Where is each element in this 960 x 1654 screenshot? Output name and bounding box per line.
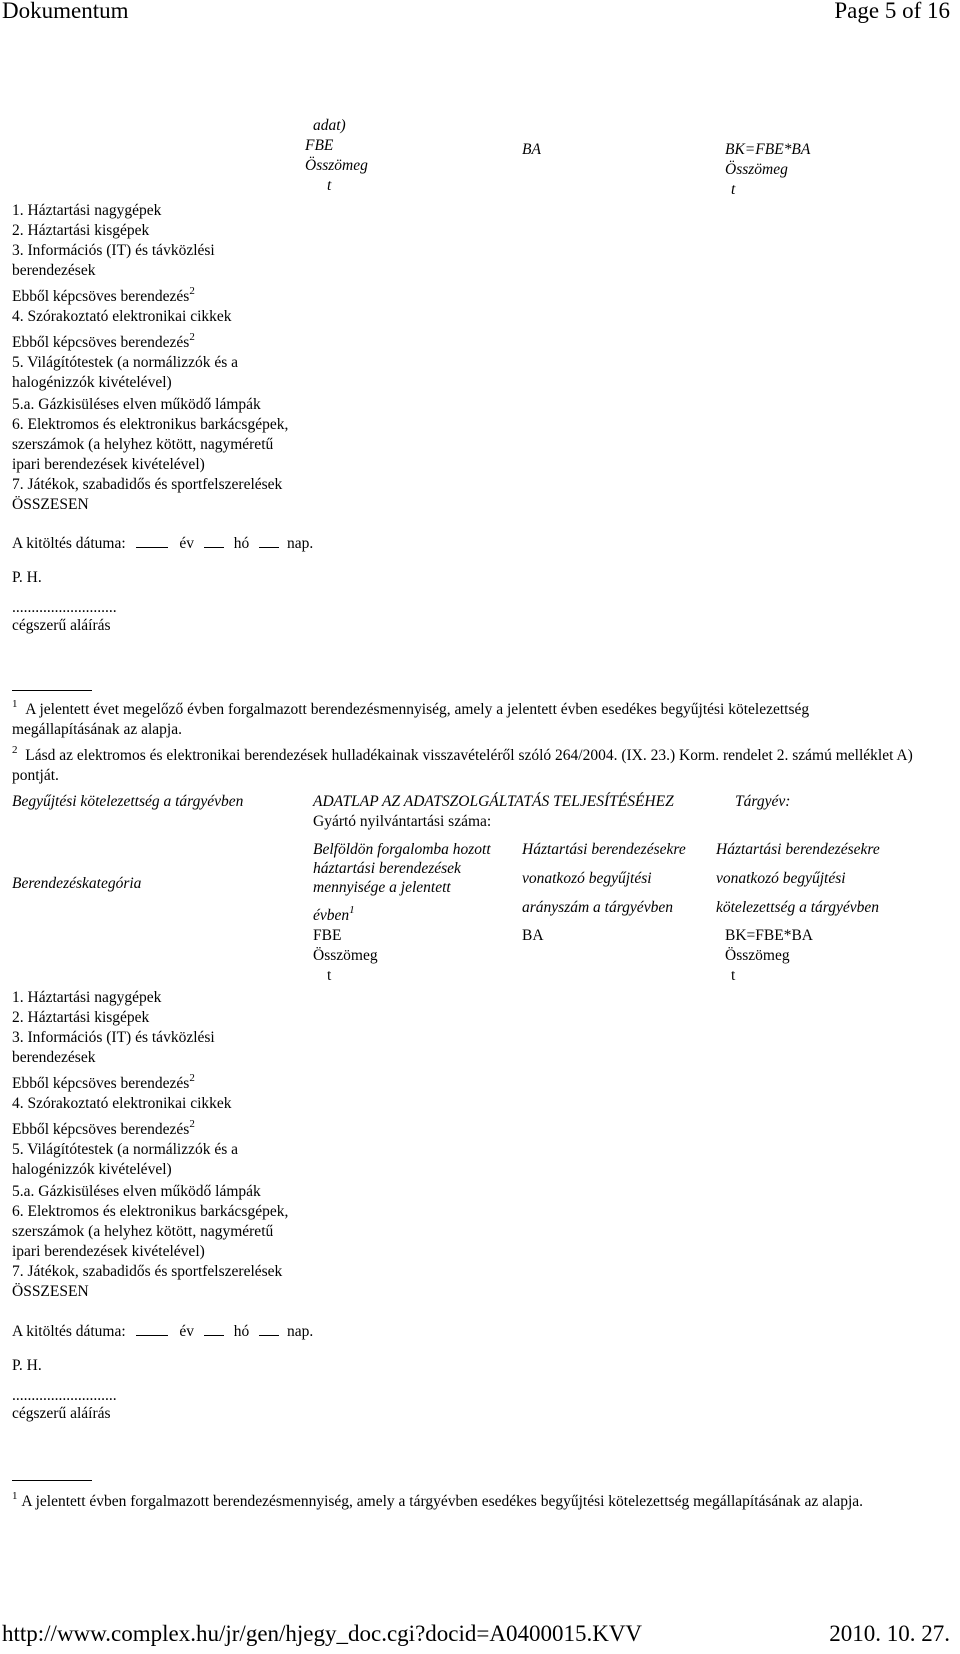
- category-item: ipari berendezések kivételével): [12, 1243, 205, 1260]
- category-item: ÖSSZESEN: [12, 1283, 89, 1300]
- category-item: 2. Háztartási kisgépek: [12, 1009, 150, 1026]
- category-item: Ebből képcsöves berendezés$^2$: [12, 1118, 195, 1138]
- year-blank: [136, 534, 168, 548]
- category-item: 5.a. Gázkisüléses elven működő lámpák: [12, 396, 261, 413]
- signature-label: cégszerű aláírás: [12, 617, 111, 634]
- year-label: év: [179, 1323, 195, 1340]
- top-col3-line: Összömeg: [725, 161, 788, 178]
- footnote-rule: [12, 1480, 92, 1481]
- signature-label: cégszerű aláírás: [12, 1405, 111, 1422]
- ba-unit: BA: [522, 927, 544, 944]
- footnote-2: $^2$ Lásd az elektromos és elektronikai berendezések hulladékainak visszavételéről szóló 264/2004. (IX. 23.) Korm. rendelet 2. számú melléklet A) pontját.: [12, 744, 913, 784]
- category-item: szerszámok (a helyhez kötött, nagyméretű: [12, 1223, 274, 1240]
- category-item: 7. Játékok, szabadidős és sportfelszerelések: [12, 476, 283, 493]
- collection-obligation-title: Begyűjtési kötelezettség a tárgyévben: [12, 793, 244, 810]
- top-col1-line: adat): [313, 117, 346, 134]
- form-title: ADATLAP AZ ADATSZOLGÁLTATÁS TELJESÍTÉSÉHEZ: [313, 793, 674, 810]
- category-item: 1. Háztartási nagygépek: [12, 202, 162, 219]
- bk-unit: BK=FBE*BA Összömeg t: [725, 927, 813, 984]
- category-item: halogénizzók kivételével): [12, 374, 172, 391]
- category-item: 4. Szórakoztató elektronikai cikkek: [12, 308, 232, 325]
- category-item: Ebből képcsöves berendezés$^2$: [12, 285, 195, 305]
- equipment-category-header: Berendezéskategória: [12, 875, 142, 892]
- page-number: Page 5 of 16: [834, 0, 950, 23]
- day-blank: [259, 1322, 279, 1336]
- signature-dots: ...........................: [12, 1387, 117, 1404]
- category-item: 3. Információs (IT) és távközlési: [12, 1029, 215, 1046]
- category-item: ipari berendezések kivételével): [12, 456, 205, 473]
- day-blank: [259, 534, 279, 548]
- fill-date-label: A kitöltés dátuma:: [12, 535, 126, 552]
- document-title: Dokumentum: [2, 0, 129, 23]
- source-url: http://www.complex.hu/jr/gen/hjegy_doc.cgi?docid=A0400015.KVV: [2, 1621, 643, 1646]
- category-item: ÖSSZESEN: [12, 496, 89, 513]
- category-item: 7. Játékok, szabadidős és sportfelszerelések: [12, 1263, 283, 1280]
- top-col1-line: t: [327, 177, 332, 194]
- category-item: 3. Információs (IT) és távközlési: [12, 242, 215, 259]
- top-col1-line: FBE: [305, 137, 334, 154]
- category-item: 6. Elektromos és elektronikus barkácsgépek,: [12, 1203, 289, 1220]
- category-item: 4. Szórakoztató elektronikai cikkek: [12, 1095, 232, 1112]
- category-item: 6. Elektromos és elektronikus barkácsgépek,: [12, 416, 289, 433]
- footnote-1: $^1$ A jelentett évet megelőző évben forgalmazott berendezésmennyiség, amely a jelentett évben esedékes begyűjtési kötelezettség megállapításának az alapja.: [12, 698, 810, 738]
- footnote-rule: [12, 690, 92, 691]
- category-item: Ebből képcsöves berendezés$^2$: [12, 1072, 195, 1092]
- year-blank: [136, 1322, 168, 1336]
- category-item: 5. Világítótestek (a normálizzók és a: [12, 354, 239, 371]
- top-col3-header: [725, 140, 810, 200]
- fill-date-label: A kitöltés dátuma:: [12, 1323, 126, 1340]
- category-item: berendezések: [12, 262, 96, 279]
- day-label: nap.: [287, 1323, 314, 1340]
- month-blank: [204, 534, 224, 548]
- signature-dots: ...........................: [12, 599, 117, 616]
- top-col3-line: BK=FBE*BA: [725, 141, 811, 158]
- subject-year-label: Tárgyév:: [735, 793, 791, 810]
- top-col1-header: [305, 116, 368, 196]
- month-label: hó: [233, 535, 250, 552]
- category-item: Ebből képcsöves berendezés$^2$: [12, 331, 195, 351]
- footnote-bottom: $^1$ A jelentett évben forgalmazott berendezésmennyiség, amely a tárgyévben esedékes begyűjtési kötelezettség megállapításának az alapja.: [12, 1490, 864, 1510]
- manufacturer-registration-label: Gyártó nyilvántartási száma:: [313, 813, 492, 830]
- category-item: 5.a. Gázkisüléses elven működő lámpák: [12, 1183, 261, 1200]
- stamp-label: P. H.: [12, 569, 42, 586]
- fill-date-line: [12, 534, 313, 554]
- top-col2-header: BA: [522, 141, 541, 158]
- fbe-unit: FBE Összömeg t: [313, 927, 378, 984]
- category-item: halogénizzók kivételével): [12, 1161, 172, 1178]
- category-item: berendezések: [12, 1049, 96, 1066]
- day-label: nap.: [287, 535, 314, 552]
- top-col3-line: t: [731, 181, 736, 198]
- fill-date-line: [12, 1322, 313, 1342]
- category-item: szerszámok (a helyhez kötött, nagyméretű: [12, 436, 274, 453]
- print-date: 2010. 10. 27.: [829, 1621, 950, 1646]
- stamp-label: P. H.: [12, 1357, 42, 1374]
- category-item: 2. Háztartási kisgépek: [12, 222, 150, 239]
- month-blank: [204, 1322, 224, 1336]
- year-label: év: [179, 535, 195, 552]
- category-item: 5. Világítótestek (a normálizzók és a: [12, 1141, 239, 1158]
- top-col1-line: Összömeg: [305, 157, 368, 174]
- month-label: hó: [233, 1323, 250, 1340]
- category-item: 1. Háztartási nagygépek: [12, 989, 162, 1006]
